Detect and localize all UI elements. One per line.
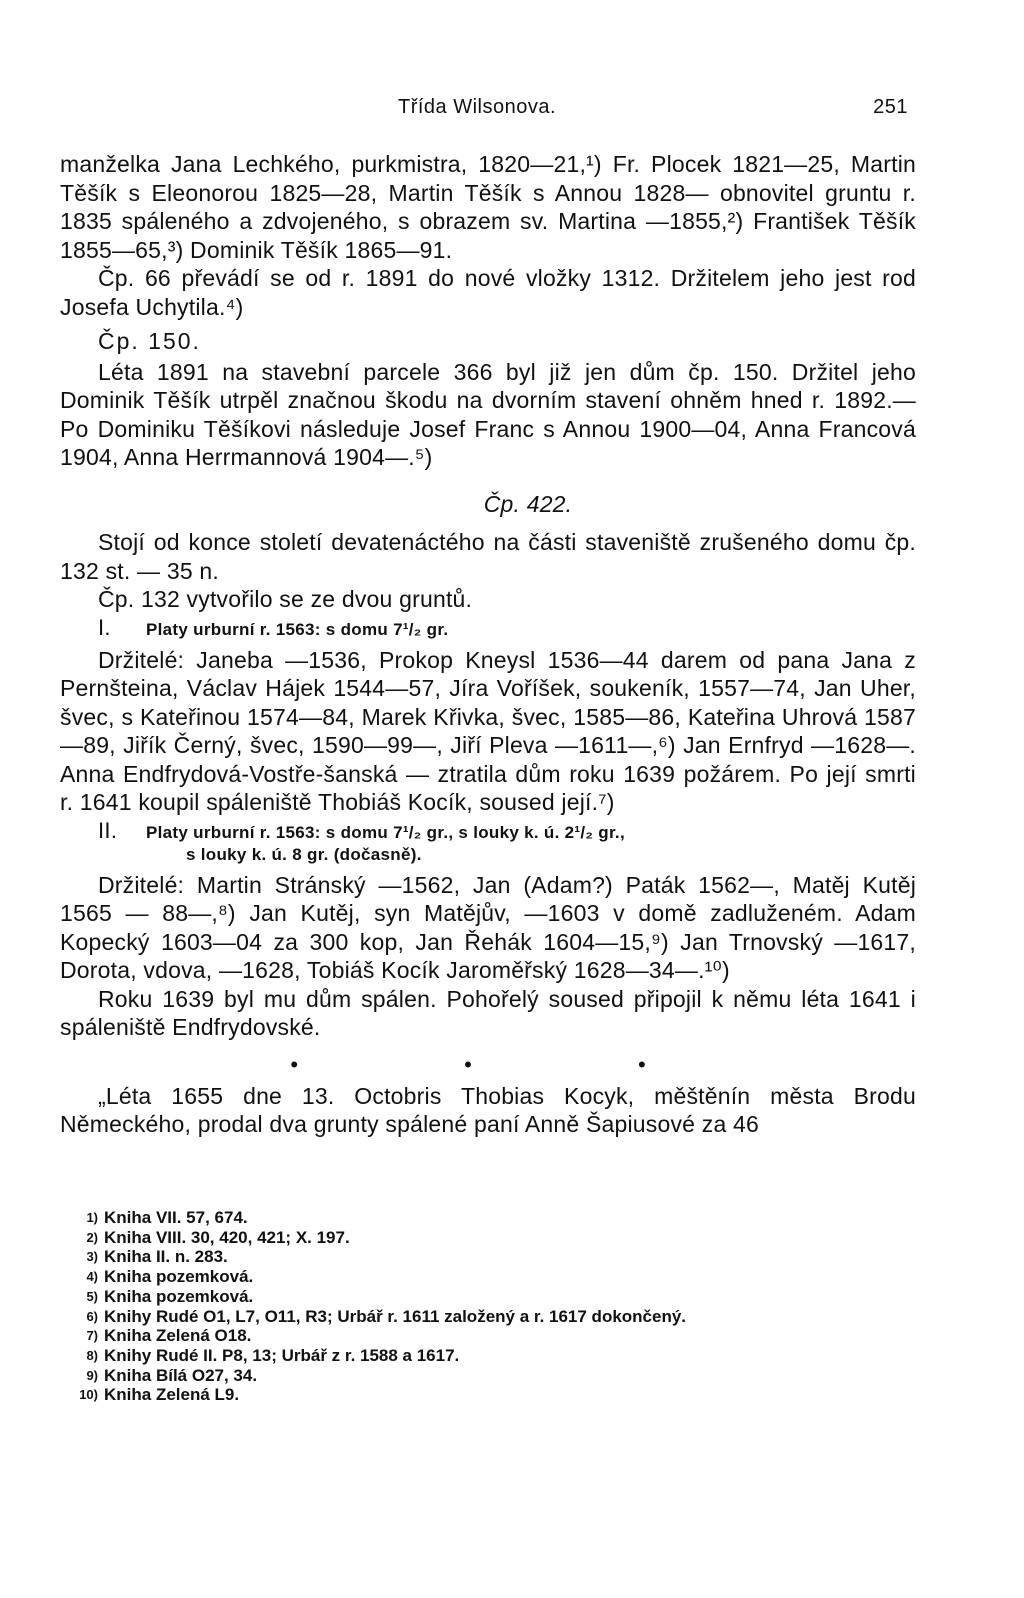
footnote-mark: 9) bbox=[86, 1367, 98, 1383]
footnote-text: Kniha Zelená L9. bbox=[104, 1385, 240, 1405]
footnote bbox=[72, 1267, 932, 1287]
paragraph: manželka Jana Lechkého, purkmistra, 1820—21,¹) Fr. Plocek 1821—25, Martin Těšík s Eleonorou 1825—28, Martin Těšík s Annou 1828— obnovitel gruntu r. 1835 spáleného a zdvojeného, s obrazem sv. Martina —1855,²) František Těšík 1855—65,³) Dominik Těšík 1865—91. bbox=[60, 151, 916, 263]
footnote-mark: 3) bbox=[86, 1249, 98, 1265]
footnote-text: Kniha II. n. 283. bbox=[104, 1247, 228, 1267]
footnote bbox=[72, 1307, 932, 1327]
footnote-mark: 8) bbox=[86, 1347, 98, 1363]
footnote-mark: 5) bbox=[86, 1288, 98, 1304]
record-text: Platy urburní r. 1563: s domu 7¹/₂ gr., s louky k. ú. 2¹/₂ gr., bbox=[146, 822, 625, 842]
footnote bbox=[72, 1385, 932, 1405]
footnote bbox=[72, 1326, 932, 1346]
paragraph: Čp. 66 převádí se od r. 1891 do nové vložky 1312. Držitelem jeho jest rod Josefa Uchytila.⁴) bbox=[60, 265, 916, 320]
footnote bbox=[72, 1287, 932, 1307]
footnote-text: Kniha Zelená O18. bbox=[104, 1326, 252, 1346]
footnote-text: Kniha VIII. 30, 420, 421; X. 197. bbox=[104, 1227, 350, 1247]
footnote-text: Kniha pozemková. bbox=[104, 1286, 254, 1306]
footnote-mark: 1) bbox=[86, 1210, 98, 1225]
footnotes bbox=[72, 1208, 932, 1405]
section-heading-cp150: Čp. 150. bbox=[98, 328, 201, 354]
footnote-text: Knihy Rudé II. P8, 13; Urbář z r. 1588 a 1617. bbox=[104, 1345, 460, 1365]
footnote bbox=[72, 1228, 932, 1248]
roman-numeral: I. bbox=[98, 614, 111, 640]
running-title: Třída Wilsonova. bbox=[398, 96, 557, 118]
page-number: 251 bbox=[873, 96, 908, 118]
paragraph: Léta 1891 na stavební parcele 366 byl již jen dům čp. 150. Držitel jeho Dominik Těšík utrpěl značnou škodu na dvorním stavení ohněm hned r. 1892.— Po Dominiku Těšíkovi následuje Josef Franc s Annou 1900—04, Anna Francová 1904, Anna Herrmannová 1904—.⁵) bbox=[60, 358, 916, 470]
paragraph: Držitelé: Janeba —1536, Prokop Kneysl 1536—44 darem od pana Jana z Pernšteina, Václav Hájek 1544—57, Jíra Voříšek, soukeník, 1557—74, Jan Uher, švec, s Kateřinou 1574—84, Marek Křivka, švec, 1585—86, Kateřina Uhrová 1587—89, Jiřík Černý, švec, 1590—99—, Jiří Pleva —1611—,⁶) Jan Ernfryd —1628—. Anna Endfrydová-Vostře-šanská — ztratila dům roku 1639 požárem. Po její smrti r. 1641 koupil spáleniště Thobiáš Kocík, soused její.⁷) bbox=[60, 646, 916, 815]
footnote bbox=[72, 1346, 932, 1366]
footnote-text: Kniha VII. 57, 674. bbox=[104, 1208, 248, 1227]
footnote bbox=[72, 1208, 932, 1228]
section-heading-cp422: Čp. 422. bbox=[483, 490, 573, 517]
roman-numeral: II. bbox=[98, 817, 118, 843]
footnote-text: Kniha pozemková. bbox=[104, 1267, 254, 1287]
footnote-mark: 10) bbox=[79, 1387, 98, 1403]
footnote-mark: 2) bbox=[86, 1229, 98, 1245]
page-header bbox=[0, 96, 1024, 126]
paragraph: „Léta 1655 dne 13. Octobris Thobias Kocyk, měštěnín města Brodu Německého, prodal dva grunty spálené paní Anně Šapiusové za 46 bbox=[60, 1082, 916, 1137]
footnote-mark: 4) bbox=[86, 1269, 98, 1285]
footnote-text: Knihy Rudé O1, L7, O11, R3; Urbář r. 1611 založený a r. 1617 dokončený. bbox=[104, 1306, 687, 1326]
record-note-1 bbox=[98, 616, 916, 642]
footnote-text: Kniha Bílá O27, 34. bbox=[104, 1365, 258, 1385]
footnote-mark: 6) bbox=[86, 1308, 98, 1324]
record-note-2 bbox=[98, 819, 916, 867]
footnote bbox=[72, 1247, 932, 1267]
footnote-mark: 7) bbox=[86, 1328, 98, 1344]
record-text-continued: s louky k. ú. 8 gr. (dočasně). bbox=[186, 844, 422, 864]
paragraph: Čp. 132 vytvořilo se ze dvou gruntů. bbox=[98, 586, 473, 612]
main-text bbox=[60, 150, 916, 1139]
paragraph: Držitelé: Martin Stránský —1562, Jan (Adam?) Paták 1562—, Matěj Kutěj 1565 — 88—,⁸) Jan Kutěj, syn Matějův, —1603 v domě zadluženém. Adam Kopecký 1603—04 za 300 kop, Jan Řehák 1604—15,⁹) Jan Trnovský —1617, Dorota, vdova, —1628, Tobiáš Kocík Jaroměřský 1628—34—.¹⁰) bbox=[60, 871, 916, 983]
paragraph: Roku 1639 byl mu dům spálen. Pohořelý soused připojil k němu léta 1641 i spáleniště Endfrydovské. bbox=[60, 985, 916, 1040]
footnote bbox=[72, 1366, 932, 1386]
record-text: Platy urburní r. 1563: s domu 7¹/₂ gr. bbox=[146, 619, 449, 639]
paragraph: Stojí od konce století devatenáctého na části staveniště zrušeného domu čp. 132 st. — 35 n. bbox=[60, 529, 916, 584]
section-divider: • • • bbox=[290, 1051, 726, 1077]
